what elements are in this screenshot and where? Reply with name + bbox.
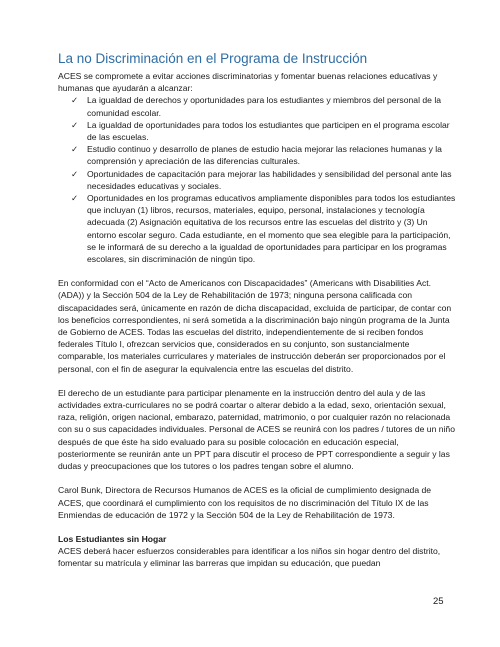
checkmark-icon: ✓ <box>71 95 79 106</box>
ada-paragraph: En conformidad con el “Acto de Americanos con Discapacidades” (Americans with Disabilities Act. (ADA)) y la Sección 504 de la Ley de Rehabilitación de 1973; ninguna persona calificada con discapacidades será, únicamente en razón de dicha discapacidad, excluida de participar, de contar con los beneficios correspondientes, ni será sometida a la discriminación bajo ningún programa de la Junta de Gobierno de ACES. Todas las escuelas del distrito, independientemente de si reciben fondos federales Título I, ofrezcan servicios que, considerados en su conjunto, son sustancialmente comparable, los materiales curriculares y materiales de instrucción deberán ser proporcionados por el personal, con el fin de asegurar la equivalencia entre las escuelas del distrito. <box>58 278 452 374</box>
checklist-item <box>71 192 458 265</box>
checklist-item <box>71 168 458 192</box>
checklist-item-text: Estudio continuo y desarrollo de planes de estudio hacia mejorar las relaciones humanas y la comprensión y apreciación de las diferencias culturales. <box>87 144 442 167</box>
checklist-item <box>71 143 458 167</box>
checkmark-icon: ✓ <box>71 119 79 130</box>
compliance-officer-paragraph: Carol Bunk, Directora de Recursos Humanos de ACES es la oficial de cumplimiento designada de ACES, que coordinará el cumplimiento con los requisitos de no discriminación del Título IX de las Enmiendas de educación de 1972 y la Sección 504 de la Ley de Rehabilitación de 1973. <box>58 485 432 520</box>
homeless-students-paragraph: ACES deberá hacer esfuerzos considerables para identificar a los niños sin hogar dentro del distrito, fomentar su matrícula y eliminar las barreras que impidan su educación, que puedan <box>58 546 441 569</box>
checklist-item <box>71 94 458 118</box>
section-title: La no Discriminación en el Programa de Instrucción <box>58 51 368 66</box>
checkmark-icon: ✓ <box>71 168 79 179</box>
checkmark-icon: ✓ <box>71 193 79 204</box>
page-number: 25 <box>433 596 444 607</box>
checklist-item-text: Oportunidades en los programas educativos ampliamente disponibles para todos los estudiantes que incluyan (1) libros, recursos, materiales, equipo, personal, instalaciones y tecnología adecuada (2) Asignación equitativa de los recursos entre las escuelas del distrito y (3) Un entorno escolar seguro. Cada estudiante, en el momento que sea elegible para la participación, se le informará de su derecho a la igualdad de oportunidades para participar en los programas escolares, sin discriminación de ningún tipo. <box>87 193 456 265</box>
homeless-students-heading: Los Estudiantes sin Hogar <box>58 533 167 544</box>
document-page <box>58 50 458 570</box>
checkmark-icon: ✓ <box>71 144 79 155</box>
checklist-item <box>71 119 458 143</box>
checklist-item-text: La igualdad de derechos y oportunidades para los estudiantes y miembros del personal de la comunidad escolar. <box>87 95 442 118</box>
checklist-item-text: Oportunidades de capacitación para mejorar las habilidades y sensibilidad del personal ante las necesidades educativas y sociales. <box>87 168 452 191</box>
intro-paragraph: ACES se compromete a evitar acciones discriminatorias y fomentar buenas relaciones educativas y humanas que ayudarán a alcanzar: <box>58 71 438 94</box>
goals-checklist <box>58 94 458 265</box>
checklist-item-text: La igualdad de oportunidades para todos los estudiantes que participen en el programa escolar de las escuelas. <box>87 119 450 143</box>
student-rights-paragraph: El derecho de un estudiante para participar plenamente en la instrucción dentro del aula y de las actividades extra-curriculares no se podrá coartar o alterar debido a la edad, sexo, orientación sexual, raza, religión, origen nacional, embarazo, paternidad, matrimonio, o por cualquier razón no relacionada con su o sus capacidades individuales. Personal de ACES se reunirá con los padres / tutores de un niño después de que éste ha sido evaluado para su posible colocación en educación especial, posteriormente se reunirán ante un PPT para discutir el proceso de PPT correspondiente a seguir y las dudas y preocupaciones que los tutores o los padres tengan sobre el alumno. <box>58 387 455 472</box>
